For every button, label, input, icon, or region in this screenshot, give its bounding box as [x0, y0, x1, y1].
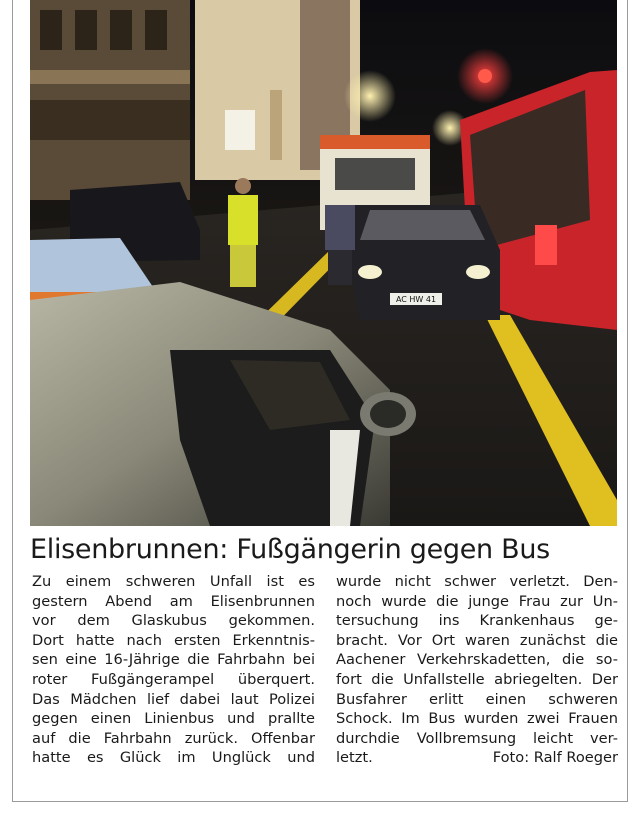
news-photo — [30, 0, 617, 526]
body-line: durchdie Vollbremsung leicht ver- — [336, 729, 618, 747]
body-line: vor dem Glaskubus gekommen. — [32, 612, 315, 630]
body-line: Schock. Im Bus wurden zwei Frauen — [336, 710, 618, 728]
body-line: roter Fußgängerampel überquert. — [32, 670, 315, 688]
credit-row — [336, 748, 618, 768]
license-plate-text: AC HW 41 — [395, 295, 437, 304]
body-line: fort die Unfallstelle abriegelten. Der — [336, 670, 618, 688]
headline: Elisenbrunnen: Fußgängerin gegen Bus — [30, 534, 550, 565]
body-line: Aachener Verkehrskadetten, die so- — [336, 651, 618, 669]
body-line: hatte es Glück im Unglück und — [32, 749, 315, 767]
pedestrian — [325, 205, 355, 250]
body-line: Das Mädchen lief dabei laut Polizei — [32, 690, 315, 708]
body-column-right — [336, 572, 618, 768]
body-line: tersuchung ins Krankenhaus ge- — [336, 612, 618, 630]
body-column-left — [32, 572, 315, 768]
body-line: Zu einem schweren Unfall ist es — [32, 573, 315, 590]
body-line: Dort hatte nach ersten Erkenntnis- — [32, 631, 315, 649]
body-line: auf die Fahrbahn zurück. Offenbar — [32, 729, 315, 747]
body-line: Busfahrer erlitt einen schweren — [336, 690, 618, 708]
body-line: gegen einen Linienbus und prallte — [32, 710, 315, 728]
body-line: sen eine 16-Jährige die Fahrbahn bei — [32, 651, 315, 669]
worker-vest — [228, 195, 258, 245]
body-line: noch wurde die junge Frau zur Un- — [336, 592, 618, 610]
body-line: gestern Abend am Elisenbrunnen — [32, 592, 315, 610]
body-line: bracht. Vor Ort waren zunächst die — [336, 631, 618, 649]
body-last-line: letzt. — [336, 749, 373, 767]
body-line: wurde nicht schwer verletzt. Den- — [336, 573, 618, 590]
photo-credit: Foto: Ralf Roeger — [492, 749, 618, 767]
